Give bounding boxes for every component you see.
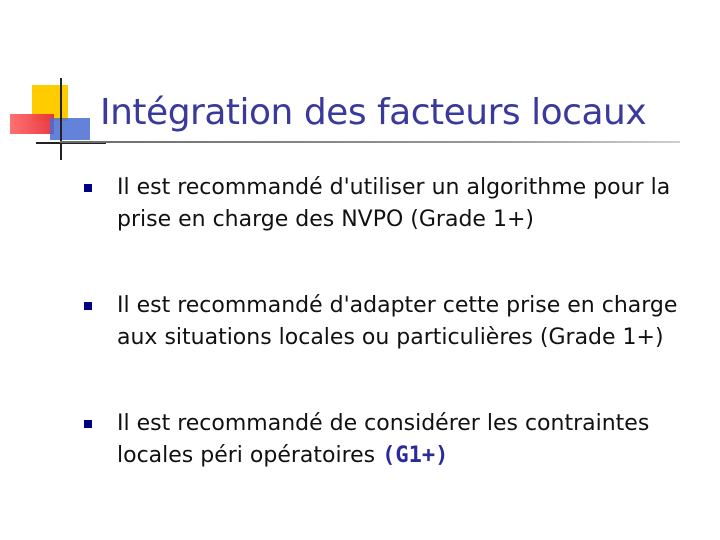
slide-title: Intégration des facteurs locaux [100, 92, 647, 133]
square-bullet-icon [84, 184, 92, 192]
square-bullet-icon [84, 302, 92, 310]
logo-vertical-line [60, 78, 62, 160]
grade-emphasis: (G1+) [382, 443, 449, 468]
bullet-list [78, 172, 688, 472]
title-underline [60, 141, 680, 143]
bullet-text: Il est recommandé de considérer les contraintes locales péri opératoires [117, 411, 650, 468]
bullet-item-adapt [78, 290, 688, 354]
logo-blue-bar [50, 118, 90, 140]
bullet-text: Il est recommandé d'utiliser un algorithme pour la prise en charge des NVPO (Grade 1+) [117, 175, 671, 232]
logo-red-bar [10, 114, 54, 134]
bullet-text: Il est recommandé d'adapter cette prise en charge aux situations locales ou particulières (Grade 1+) [117, 293, 678, 350]
bullet-item-algorithm [78, 172, 688, 236]
slide-template-logo [0, 0, 110, 170]
bullet-item-constraints [78, 408, 688, 472]
square-bullet-icon [84, 420, 92, 428]
